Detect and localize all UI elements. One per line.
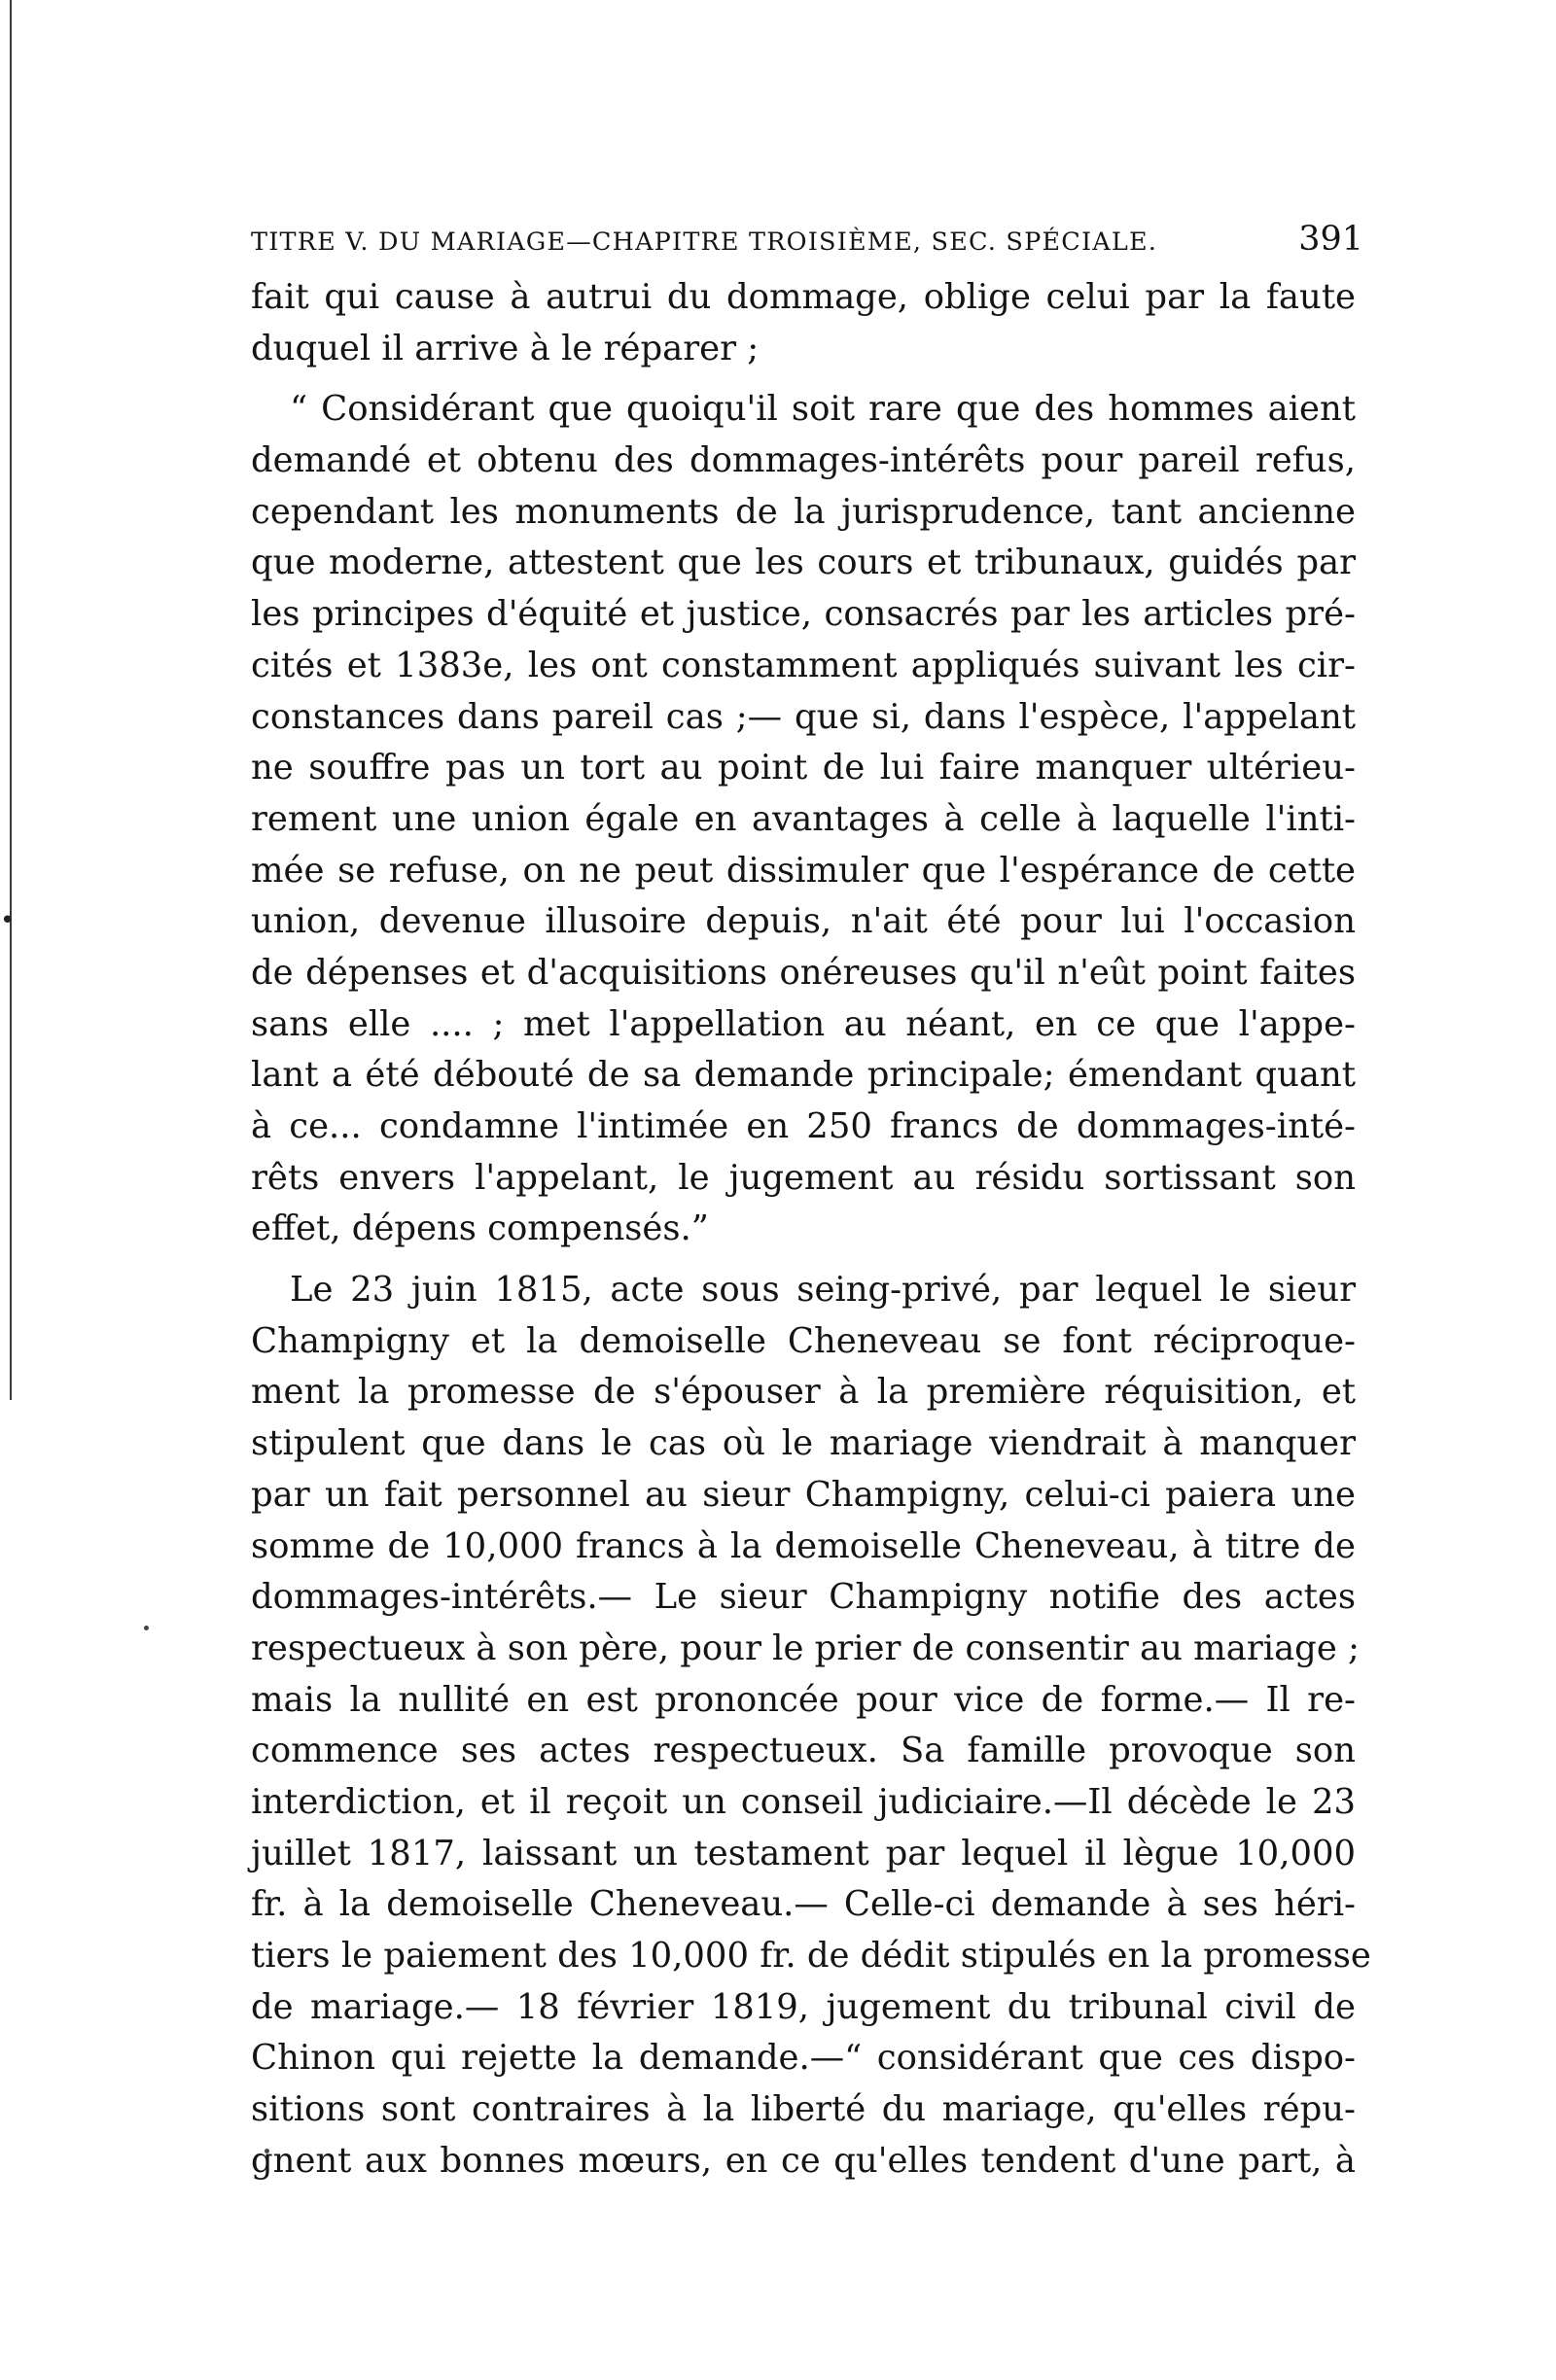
- text-line: de mariage.— 18 février 1819, jugement du tribunal civil de: [251, 1986, 1356, 2027]
- text-line: de dépenses et d'acquisitions onéreuses qu'il n'eût point faites: [251, 952, 1356, 993]
- text-line: commence ses actes respectueux. Sa famille provoque son: [251, 1731, 1356, 1771]
- text-line: constances dans pareil cas ;— que si, dans l'espèce, l'appelant: [251, 696, 1356, 737]
- text-line: mée se refuse, on ne peut dissimuler que l'espérance de cette: [251, 850, 1356, 891]
- text-line: tiers le paiement des 10,000 fr. de dédit stipulés en la promesse: [251, 1936, 1371, 1976]
- running-title: TITRE V. DU MARIAGE—CHAPITRE TROISIÈME, SEC. SPÉCIALE.: [251, 228, 1158, 257]
- text-line: effet, dépens compensés.”: [251, 1208, 709, 1249]
- text-line: juillet 1817, laissant un testament par lequel il lègue 10,000: [251, 1833, 1356, 1873]
- text-line: que moderne, attestent que les cours et tribunaux, guidés par: [251, 542, 1356, 583]
- page-number: 391: [1298, 220, 1363, 259]
- body-text: [251, 272, 1371, 2187]
- text-line: “ Considérant que quoiqu'il soit rare que des hommes aient: [290, 389, 1356, 430]
- text-line: stipulent que dans le cas où le mariage viendrait à manquer: [251, 1423, 1356, 1464]
- binding-edge-rule: [10, 0, 12, 1400]
- text-line: duquel il arrive à le réparer ;: [251, 328, 760, 368]
- text-line: les principes d'équité et justice, consacrés par les articles pré-: [251, 594, 1356, 635]
- text-line: interdiction, et il reçoit un conseil judiciaire.—Il décède le 23: [251, 1781, 1356, 1822]
- text-line: somme de 10,000 francs à la demoiselle Cheneveau, à titre de: [251, 1525, 1356, 1566]
- book-page: [251, 220, 1369, 2187]
- text-line: rement une union égale en avantages à celle à laquelle l'inti-: [251, 798, 1356, 839]
- text-line: gnent aux bonnes mœurs, en ce qu'elles tendent d'une part, à: [251, 2140, 1356, 2181]
- text-line: demandé et obtenu des dommages-intérêts pour pareil refus,: [251, 440, 1356, 481]
- text-line: mais la nullité en est prononcée pour vice de forme.— Il re-: [251, 1679, 1356, 1720]
- text-line: à ce... condamne l'intimée en 250 francs de dommages-inté-: [251, 1106, 1356, 1146]
- margin-speck: [144, 1626, 149, 1630]
- text-line: Chinon qui rejette la demande.—“ considérant que ces dispo-: [251, 2038, 1356, 2079]
- text-line: fr. à la demoiselle Cheneveau.— Celle-ci demande à ses héri-: [251, 1884, 1356, 1925]
- text-line: par un fait personnel au sieur Champigny, celui-ci paiera une: [251, 1474, 1356, 1515]
- text-line: fait qui cause à autrui du dommage, oblige celui par la faute: [251, 277, 1356, 317]
- text-line: cités et 1383e, les ont constamment appliqués suivant les cir-: [251, 645, 1356, 685]
- text-line: Le 23 juin 1815, acte sous seing-privé, par lequel le sieur: [290, 1270, 1356, 1311]
- text-line: dommages-intérêts.— Le sieur Champigny notifie des actes: [251, 1577, 1356, 1618]
- running-header: [251, 220, 1369, 259]
- margin-mark: •: [0, 906, 16, 935]
- text-line: lant a été débouté de sa demande principale; émendant quant: [251, 1055, 1356, 1096]
- text-line: union, devenue illusoire depuis, n'ait été pour lui l'occasion: [251, 901, 1356, 942]
- text-line: Champigny et la demoiselle Cheneveau se font réciproque-: [251, 1320, 1356, 1361]
- text-line: sans elle .... ; met l'appellation au néant, en ce que l'appe-: [251, 1003, 1356, 1044]
- text-line: ne souffre pas un tort au point de lui faire manquer ultérieu-: [251, 748, 1356, 788]
- text-line: cependant les monuments de la jurisprudence, tant ancienne: [251, 491, 1356, 532]
- text-line: ment la promesse de s'épouser à la première réquisition, et: [251, 1372, 1356, 1413]
- text-line: sitions sont contraires à la liberté du mariage, qu'elles répu-: [251, 2089, 1356, 2130]
- text-line: rêts envers l'appelant, le jugement au résidu sortissant son: [251, 1157, 1356, 1198]
- text-line: respectueux à son père, pour le prier de consentir au mariage ;: [251, 1628, 1360, 1668]
